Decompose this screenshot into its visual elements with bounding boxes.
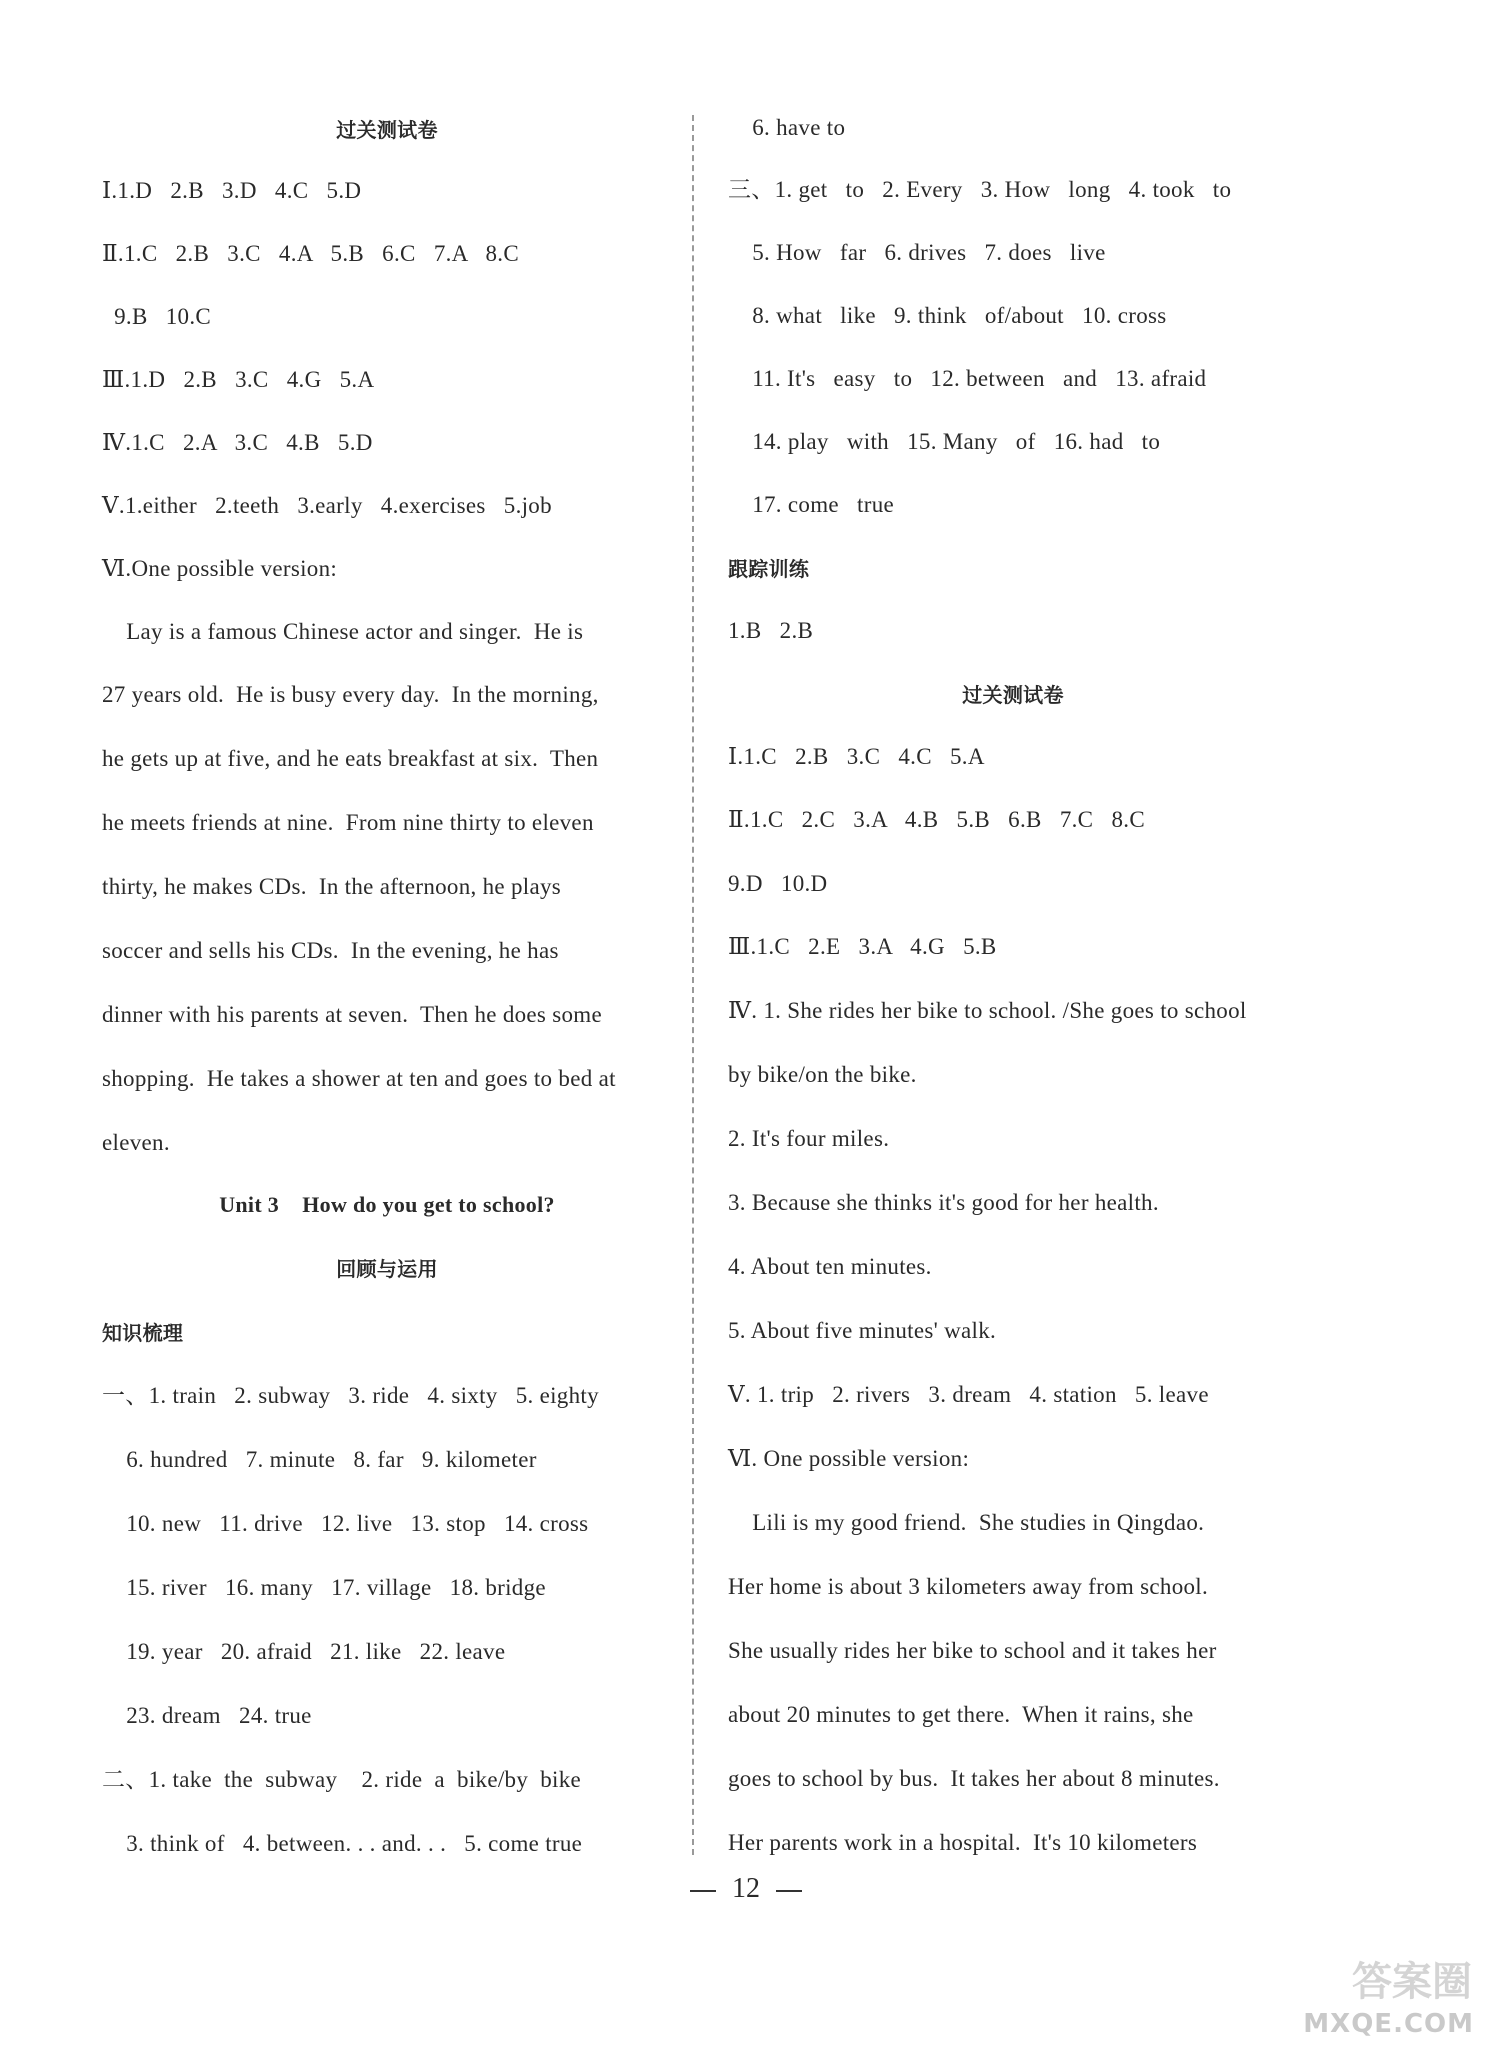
- column-divider: [692, 115, 694, 1855]
- watermark-logo-text: 答案圈: [1352, 1959, 1472, 2005]
- answer-line: Ⅰ.1.D 2.B 3.D 4.C 5.D: [102, 178, 362, 203]
- essay-line: Her home is about 3 kilometers away from school.: [728, 1574, 1209, 1599]
- tracking-title: 跟踪训练: [728, 557, 810, 581]
- answer-line: 6. hundred 7. minute 8. far 9. kilometer: [102, 1447, 537, 1472]
- unit-title: Unit 3 How do you get to school?: [219, 1192, 555, 1217]
- answer-line: Ⅴ. 1. trip 2. rivers 3. dream 4. station 5. leave: [728, 1382, 1209, 1407]
- essay-line: eleven.: [102, 1130, 170, 1155]
- answer-line: Ⅱ.1.C 2.C 3.A 4.B 5.B 6.B 7.C 8.C: [728, 807, 1145, 832]
- answer-line: Ⅵ. One possible version:: [728, 1446, 970, 1471]
- answer-line: Ⅵ.One possible version:: [102, 556, 338, 581]
- answer-line: 17. come true: [728, 492, 895, 517]
- answer-line: 10. new 11. drive 12. live 13. stop 14. cross: [102, 1511, 589, 1536]
- answer-line: 19. year 20. afraid 21. like 22. leave: [102, 1639, 506, 1664]
- section-title-guoguan: 过关测试卷: [336, 118, 438, 142]
- essay-line: dinner with his parents at seven. Then he does some: [102, 1002, 602, 1027]
- page-number: [0, 1872, 1492, 1906]
- answer-line: Ⅳ. 1. She rides her bike to school. /She goes to school: [728, 998, 1247, 1023]
- watermark-site-text: MXQE.COM: [1303, 2009, 1474, 2039]
- answer-line: 1.B 2.B: [728, 618, 814, 643]
- answer-line: 5. How far 6. drives 7. does live: [728, 240, 1106, 265]
- essay-line: soccer and sells his CDs. In the evening, he has: [102, 938, 559, 963]
- page-number-value: 12: [732, 1873, 760, 1904]
- answer-line: 4. About ten minutes.: [728, 1254, 932, 1279]
- essay-line: Lili is my good friend. She studies in Qingdao.: [728, 1510, 1205, 1535]
- answer-line: 二、1. take the subway 2. ride a bike/by bike: [102, 1767, 582, 1792]
- answer-line: 11. It's easy to 12. between and 13. afraid: [728, 366, 1207, 391]
- answer-line: 6. have to: [728, 115, 846, 140]
- essay-line: She usually rides her bike to school and it takes her: [728, 1638, 1217, 1663]
- answer-line: 一、1. train 2. subway 3. ride 4. sixty 5. eighty: [102, 1383, 599, 1408]
- essay-line: goes to school by bus. It takes her about 8 minutes.: [728, 1766, 1220, 1791]
- essay-line: Lay is a famous Chinese actor and singer. He is: [102, 619, 584, 644]
- essay-line: he gets up at five, and he eats breakfast at six. Then: [102, 746, 599, 771]
- answer-line: Ⅱ.1.C 2.B 3.C 4.A 5.B 6.C 7.A 8.C: [102, 241, 519, 266]
- answer-line: 14. play with 15. Many of 16. had to: [728, 429, 1161, 454]
- answer-line: 三、1. get to 2. Every 3. How long 4. took to: [728, 177, 1232, 202]
- answer-line: 23. dream 24. true: [102, 1703, 312, 1728]
- essay-line: 27 years old. He is busy every day. In the morning,: [102, 682, 599, 707]
- essay-line: shopping. He takes a shower at ten and goes to bed at: [102, 1066, 616, 1091]
- answer-line: 3. think of 4. between. . . and. . . 5. come true: [102, 1831, 583, 1856]
- watermark-logo: [1270, 1953, 1480, 2043]
- answer-line: 15. river 16. many 17. village 18. bridge: [102, 1575, 546, 1600]
- answer-line: 2. It's four miles.: [728, 1126, 890, 1151]
- review-title: 回顾与运用: [336, 1257, 438, 1281]
- section-title-guoguan: 过关测试卷: [962, 683, 1064, 707]
- page-number-dash-right: [776, 1890, 802, 1892]
- answer-line: 9.B 10.C: [102, 304, 212, 329]
- answer-line: 5. About five minutes' walk.: [728, 1318, 997, 1343]
- answer-line: Ⅴ.1.either 2.teeth 3.early 4.exercises 5.job: [102, 493, 552, 518]
- essay-line: he meets friends at nine. From nine thirty to eleven: [102, 810, 594, 835]
- answer-line: Ⅰ.1.C 2.B 3.C 4.C 5.A: [728, 744, 985, 769]
- answer-line: Ⅲ.1.C 2.E 3.A 4.G 5.B: [728, 934, 997, 959]
- answer-line: 3. Because she thinks it's good for her health.: [728, 1190, 1159, 1215]
- knowledge-title: 知识梳理: [102, 1321, 184, 1345]
- answer-line: 9.D 10.D: [728, 871, 828, 896]
- answer-line: 8. what like 9. think of/about 10. cross: [728, 303, 1167, 328]
- essay-line: about 20 minutes to get there. When it rains, she: [728, 1702, 1194, 1727]
- answer-line: Ⅳ.1.C 2.A 3.C 4.B 5.D: [102, 430, 373, 455]
- page-number-dash-left: [690, 1890, 716, 1892]
- answer-line: Ⅲ.1.D 2.B 3.C 4.G 5.A: [102, 367, 375, 392]
- essay-line: thirty, he makes CDs. In the afternoon, he plays: [102, 874, 562, 899]
- essay-line: Her parents work in a hospital. It's 10 kilometers: [728, 1830, 1198, 1855]
- answer-line: by bike/on the bike.: [728, 1062, 917, 1087]
